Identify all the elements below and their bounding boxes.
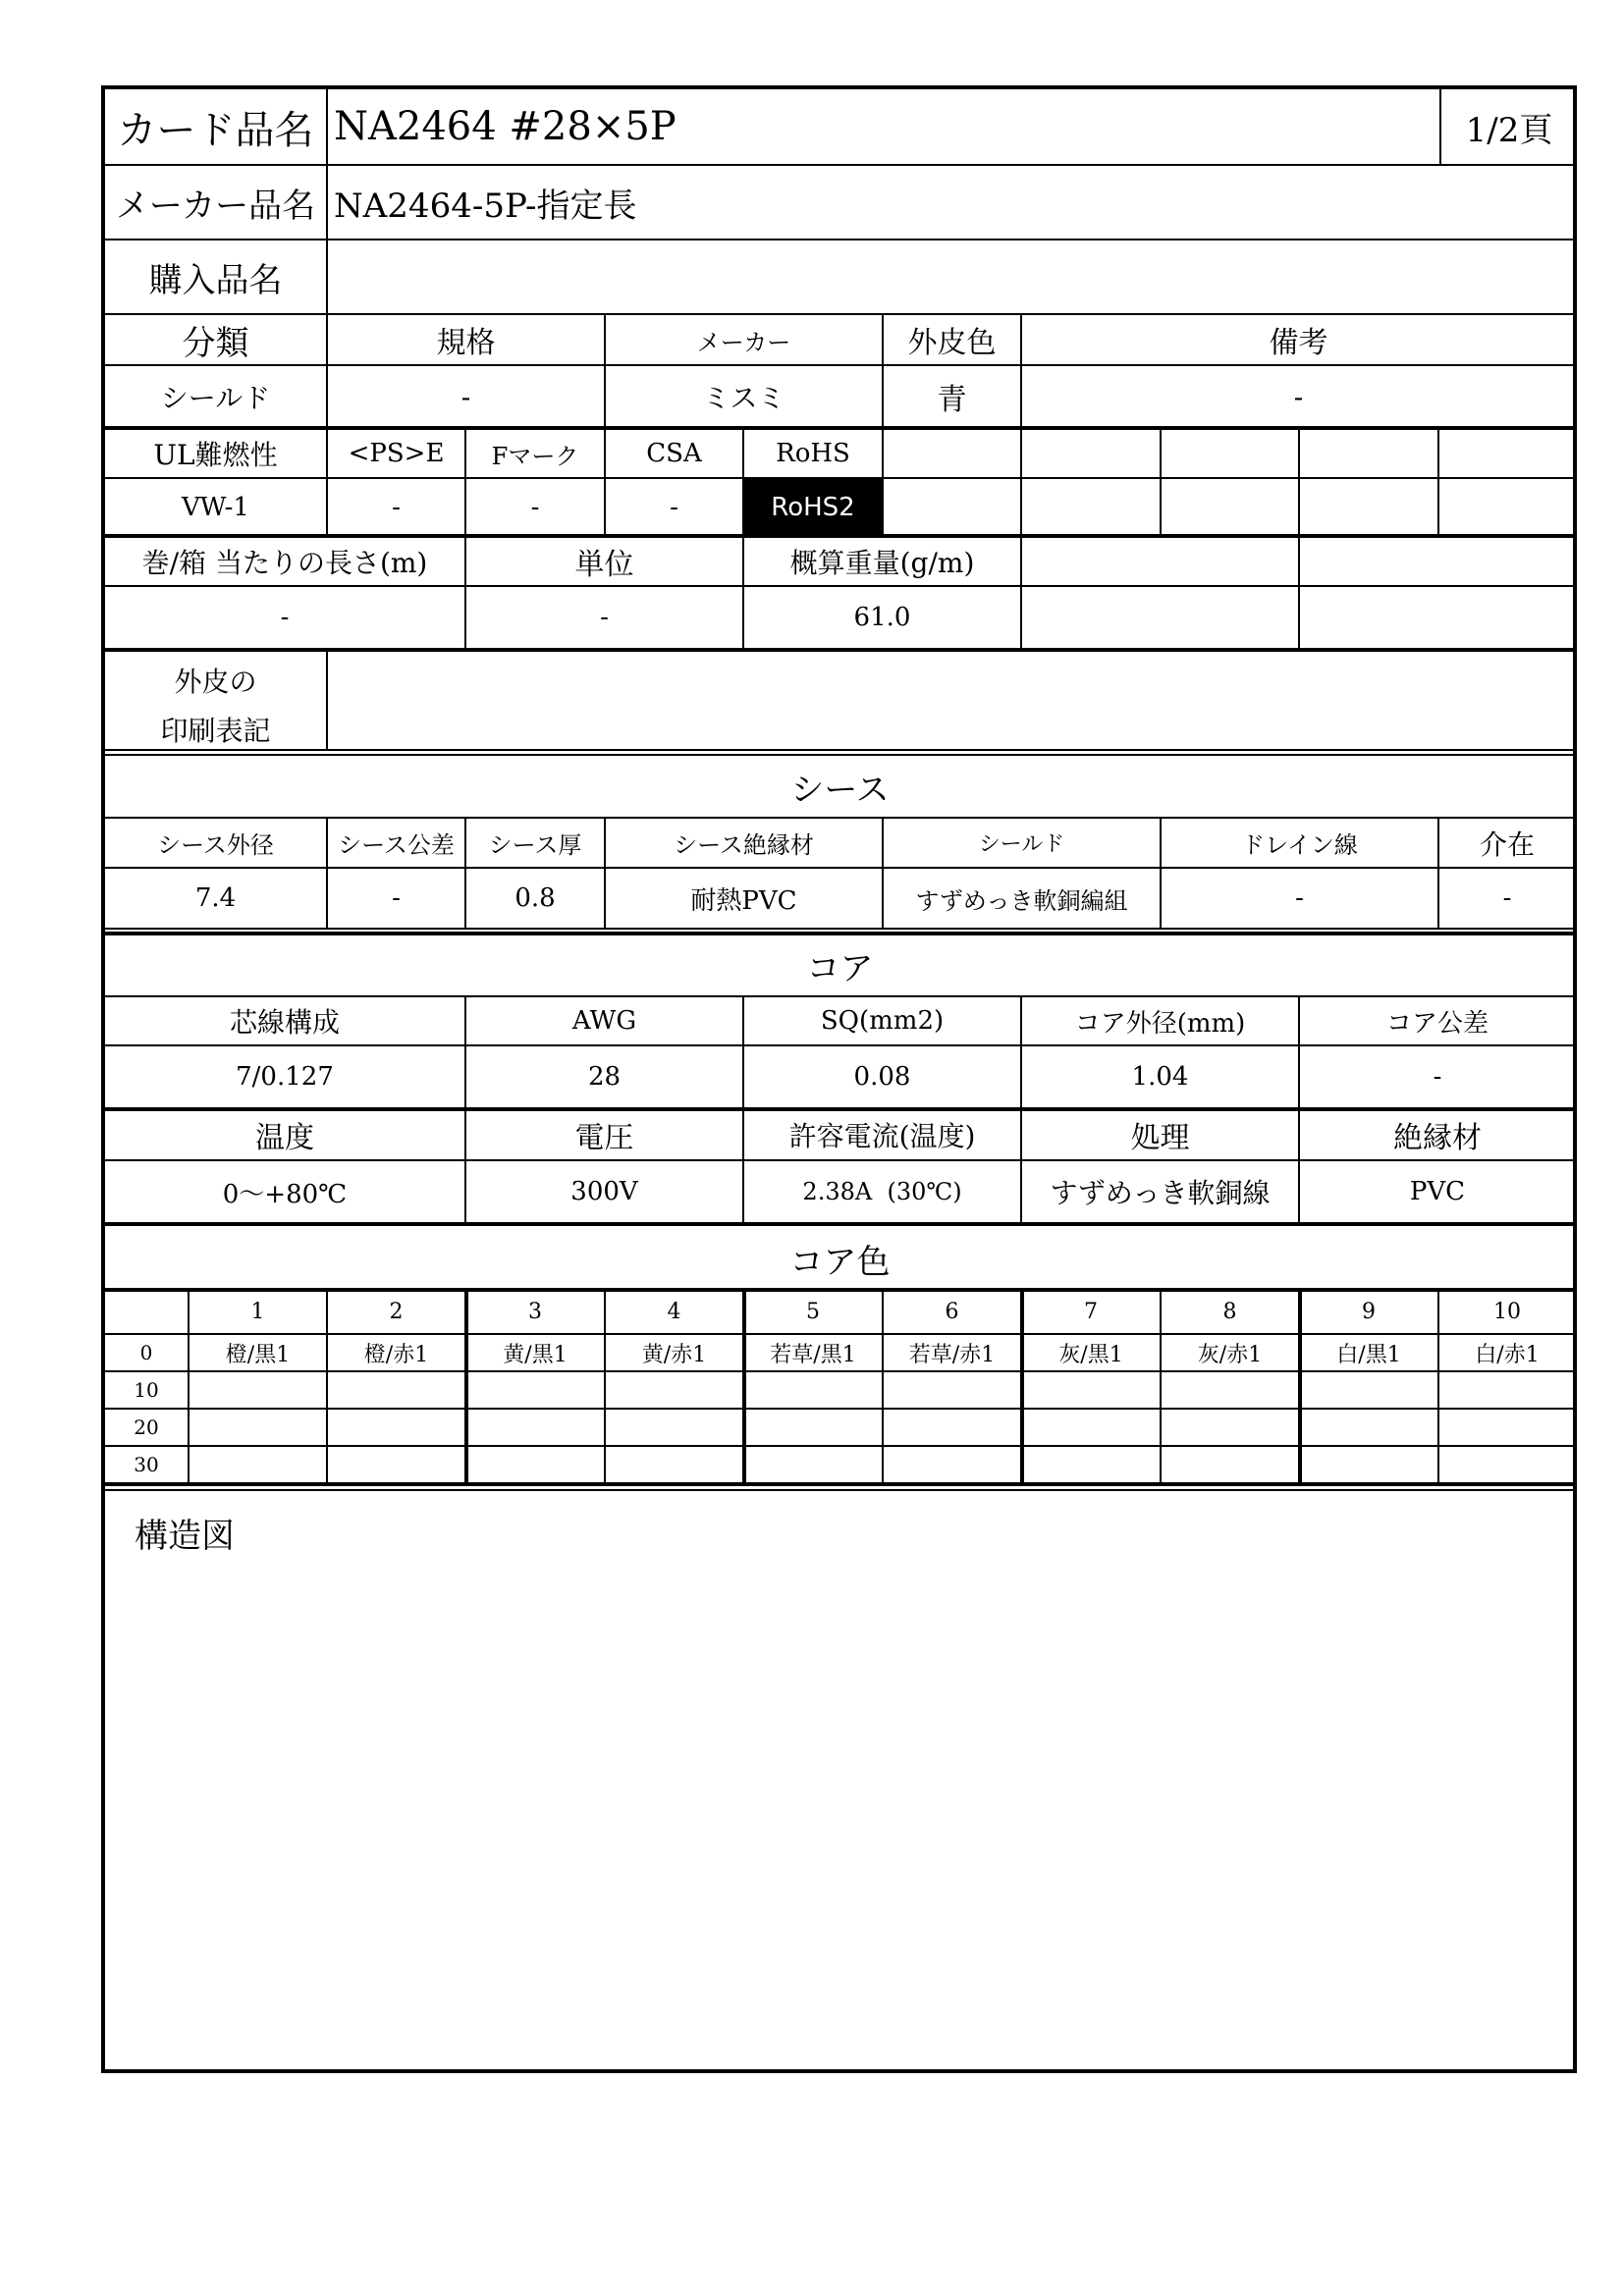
- drain-wire-header: ドレイン線: [1241, 831, 1358, 859]
- sheath-color-value: 青: [937, 383, 967, 417]
- color-cell: 橙/黒1: [225, 1342, 291, 1367]
- color-col-5: 5: [806, 1299, 820, 1324]
- ul-flame-value: VW-1: [182, 492, 249, 522]
- color-col-1: 1: [250, 1299, 265, 1324]
- treatment-header: 処理: [1130, 1121, 1190, 1155]
- weight-header: 概算重量(g/m): [789, 547, 975, 579]
- voltage-header: 電圧: [574, 1121, 634, 1155]
- awg-header: AWG: [571, 1006, 637, 1036]
- remarks-value: -: [1293, 380, 1304, 413]
- classification-value: シールド: [160, 382, 271, 414]
- current-header: 許容電流(温度): [788, 1120, 976, 1152]
- purchase-name-value: [328, 240, 1575, 313]
- color-col-2: 2: [389, 1299, 404, 1324]
- card-name-label: カード品名: [117, 107, 314, 153]
- standard-value: -: [460, 380, 471, 413]
- sheath-title: シース: [790, 770, 890, 810]
- maker-value: ミスミ: [702, 382, 785, 414]
- core-tolerance-header: コア公差: [1385, 1008, 1489, 1039]
- color-cell: 黄/赤1: [641, 1342, 707, 1367]
- f-mark-value: -: [530, 492, 540, 522]
- conductor-value: 7/0.127: [236, 1062, 334, 1092]
- color-cell: 若草/黒1: [770, 1342, 856, 1367]
- core-tolerance-value: -: [1433, 1062, 1442, 1092]
- conductor-header: 芯線構成: [229, 1006, 340, 1039]
- print-label-line1: 外皮の: [174, 666, 257, 698]
- insulation-header: 絶縁材: [1393, 1121, 1482, 1155]
- color-row-label-10: 10: [134, 1378, 159, 1402]
- drain-wire-value: -: [1295, 883, 1304, 913]
- color-cell: 若草/赤1: [908, 1342, 996, 1367]
- color-col-6: 6: [945, 1299, 959, 1324]
- print-value: [328, 651, 1575, 749]
- csa-value: -: [670, 492, 678, 522]
- temperature-header: 温度: [255, 1121, 314, 1155]
- color-cell: 白/赤1: [1475, 1342, 1540, 1367]
- color-col-4: 4: [667, 1299, 681, 1324]
- color-cell: 白/黒1: [1336, 1342, 1401, 1367]
- awg-value: 28: [587, 1062, 622, 1092]
- rohs-header: RoHS: [776, 439, 850, 468]
- color-col-10: 10: [1493, 1299, 1521, 1324]
- maker-header: メーカー: [696, 328, 791, 356]
- core-color-title: コア色: [789, 1242, 891, 1282]
- color-cell: 灰/黒1: [1058, 1342, 1123, 1367]
- filler-header: 介在: [1479, 828, 1535, 861]
- unit-value: -: [600, 603, 609, 632]
- sq-header: SQ(mm2): [820, 1006, 945, 1036]
- ul-flame-header: UL難燃性: [153, 439, 278, 471]
- color-col-9: 9: [1362, 1299, 1376, 1324]
- f-mark-header: Fマーク: [491, 442, 579, 470]
- remarks-header: 備考: [1269, 326, 1328, 360]
- color-row-label-0: 0: [139, 1341, 153, 1364]
- rohs-value: RoHS2: [744, 479, 882, 535]
- pse-value: -: [392, 492, 401, 522]
- sheath-color-header: 外皮色: [907, 326, 997, 360]
- temperature-value: 0～+80℃: [222, 1179, 348, 1209]
- sheath-insulation-header: シース絶縁材: [674, 831, 814, 859]
- color-row-label-30: 30: [134, 1453, 159, 1476]
- color-cell: 橙/赤1: [363, 1342, 429, 1367]
- insulation-value: PVC: [1409, 1177, 1466, 1206]
- sheath-tolerance-header: シース公差: [338, 831, 455, 859]
- classification-header: 分類: [182, 323, 249, 363]
- voltage-value: 300V: [570, 1177, 638, 1206]
- standard-header: 規格: [436, 326, 496, 360]
- sheath-insulation-value: 耐熱PVC: [690, 885, 797, 916]
- color-row-label-20: 20: [134, 1415, 159, 1439]
- shield-header: シールド: [978, 832, 1065, 857]
- maker-part-value: NA2464-5P-指定長: [334, 186, 637, 226]
- color-cell: 黄/黒1: [503, 1342, 568, 1367]
- sheath-tolerance-value: -: [392, 883, 401, 913]
- shield-value: すずめっき軟銅編組: [915, 886, 1128, 915]
- core-od-value: 1.04: [1131, 1062, 1189, 1092]
- pse-header: <PS>E: [348, 439, 445, 468]
- filler-value: -: [1502, 883, 1512, 913]
- current-value: 2.38A (30℃): [802, 1178, 962, 1205]
- sheath-thickness-header: シース厚: [488, 831, 582, 859]
- length-per-roll-header: 巻/箱 当たりの長さ(m): [141, 547, 428, 579]
- structure-title: 構造図: [135, 1516, 235, 1556]
- purchase-name-label: 購入品名: [148, 260, 283, 300]
- sheath-od-value: 7.4: [194, 883, 237, 913]
- core-title: コア: [806, 948, 874, 988]
- core-od-header: コア外径(mm): [1074, 1008, 1246, 1039]
- card-name-value: NA2464 #28×5P: [334, 104, 677, 149]
- page-number: 1/2頁: [1465, 110, 1553, 150]
- maker-part-label: メーカー品名: [115, 186, 316, 226]
- unit-header: 単位: [574, 548, 634, 582]
- weight-value: 61.0: [853, 603, 911, 632]
- sq-value: 0.08: [853, 1062, 911, 1092]
- csa-header: CSA: [646, 439, 702, 468]
- color-col-8: 8: [1222, 1299, 1237, 1324]
- spec-sheet: [101, 85, 1577, 2073]
- sheath-thickness-value: 0.8: [514, 883, 556, 913]
- color-cell: 灰/赤1: [1197, 1342, 1263, 1367]
- treatment-value: すずめっき軟銅線: [1050, 1177, 1271, 1209]
- length-per-roll-value: -: [280, 603, 290, 632]
- color-col-7: 7: [1084, 1299, 1098, 1324]
- print-label-line2: 印刷表記: [160, 715, 271, 747]
- structure-diagram-area: [105, 1562, 1575, 2067]
- sheath-od-header: シース外径: [157, 831, 274, 859]
- color-col-3: 3: [528, 1299, 542, 1324]
